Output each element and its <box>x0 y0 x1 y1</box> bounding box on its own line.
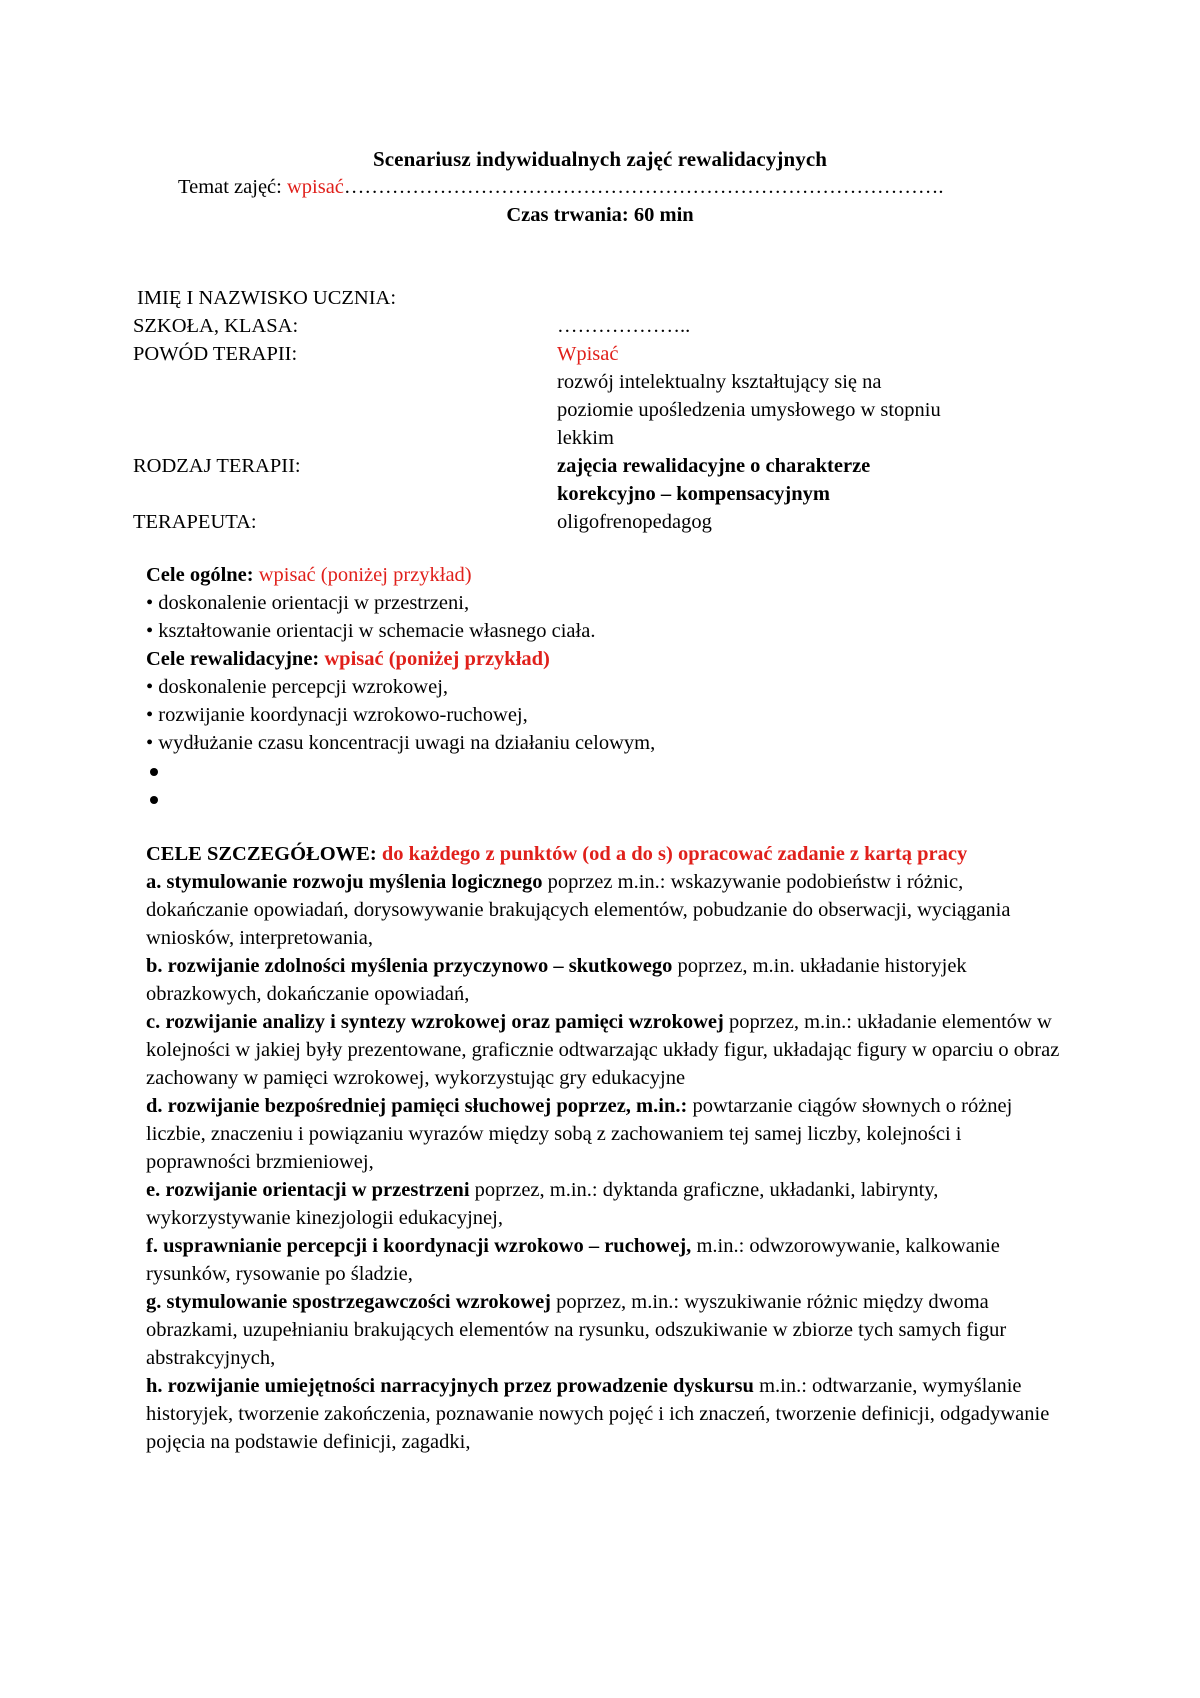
topic-dots: ……………………………………………………………………………. <box>343 176 944 198</box>
info-row-therapist <box>133 508 1033 536</box>
rehab-goals-heading: Cele rewalidacyjne: <box>146 648 320 670</box>
rehab-goal-item: • doskonalenie percepcji wzrokowej, <box>146 676 449 698</box>
detailed-goal-title: d. rozwijanie bezpośredniej pamięci słuchowej poprzez, m.in.: <box>146 1095 688 1117</box>
document-title: Scenariusz indywidualnych zajęć rewalidacyjnych <box>372 147 828 171</box>
empty-bullet-item <box>146 757 1076 785</box>
detailed-goal-title: g. stymulowanie spostrzegawczości wzrokowej <box>146 1291 551 1313</box>
detailed-goal-title: b. rozwijanie zdolności myślenia przyczynowo – skutkowego <box>146 955 673 977</box>
info-row-school <box>133 312 1033 340</box>
detailed-goal-text: poprzez, m.in.: wyszukiwanie różnic między dwoma obrazkami, uzupełnianiu brakujących elementów na rysunku, odszukiwanie w zbiorze tych samych figur abstrakcyjnych, <box>146 1291 1007 1369</box>
detailed-goal-item <box>146 1008 1066 1092</box>
rehab-goal-item: • rozwijanie koordynacji wzrokowo-ruchowej, <box>146 704 528 726</box>
detailed-goal-item <box>146 1372 1066 1456</box>
bullet-icon <box>150 768 158 776</box>
detailed-goal-item <box>146 868 1066 952</box>
detailed-goal-text: poprzez m.in.: wskazywanie podobieństw i różnic, dokańczanie opowiadań, dorysowywanie brakujących elementów, pobudzanie do obserwacji, wyciągania wniosków, interpretowania, <box>146 871 1011 949</box>
detailed-goal-text: m.in.: odtwarzanie, wymyślanie historyjek, tworzenie zakończenia, poznawanie nowych pojęć i ich znaczeń, tworzenie definicji, odgadywanie pojęcia na podstawie definicji, zagadki, <box>146 1375 1050 1453</box>
general-goal-item: • doskonalenie orientacji w przestrzeni, <box>146 592 470 614</box>
document-header <box>0 145 1200 226</box>
detailed-goals-heading: CELE SZCZEGÓŁOWE: <box>146 843 377 865</box>
topic-value: wpisać <box>286 176 344 198</box>
general-goal-item: • kształtowanie orientacji w schemacie własnego ciała. <box>146 620 596 642</box>
info-row-student <box>133 284 1033 312</box>
type-label: RODZAJ TERAPII: <box>133 455 301 477</box>
detailed-goal-title: f. usprawnianie percepcji i koordynacji wzrokowo – ruchowej, <box>146 1235 692 1257</box>
school-label: SZKOŁA, KLASA: <box>133 315 299 337</box>
general-goals-heading-line <box>146 561 1076 589</box>
detailed-goal-title: h. rozwijanie umiejętności narracyjnych przez prowadzenie dyskursu <box>146 1375 754 1397</box>
detailed-goal-text: poprzez, m.in.: dyktanda graficzne, układanki, labirynty, wykorzystywanie kinezjologii edukacyjnej, <box>146 1179 939 1229</box>
detailed-goals-note: do każdego z punktów (od a do s) opracować zadanie z kartą pracy <box>376 843 968 865</box>
rehab-goals-heading-line <box>146 645 1076 673</box>
detailed-goal-text: powtarzanie ciągów słownych o różnej liczbie, znaczeniu i powiązaniu wyrazów między sobą z zachowaniem tej samej liczby, kolejności i poprawności brzmieniowej, <box>146 1095 1013 1173</box>
type-value-block <box>557 452 957 508</box>
general-goals-heading: Cele ogólne: <box>146 564 254 586</box>
reason-value-block <box>557 340 957 452</box>
reason-value: rozwój intelektualny kształtujący się na poziomie upośledzenia umysłowego w stopniu lekkim <box>557 371 941 449</box>
detailed-goal-title: e. rozwijanie orientacji w przestrzeni <box>146 1179 470 1201</box>
student-info <box>133 284 1033 536</box>
reason-label: POWÓD TERAPII: <box>133 343 298 365</box>
rehab-goal-item: • wydłużanie czasu koncentracji uwagi na działaniu celowym, <box>146 732 656 754</box>
info-row-reason <box>133 340 1033 452</box>
general-goals-note: wpisać (poniżej przykład) <box>253 564 472 586</box>
detailed-goal-title: a. stymulowanie rozwoju myślenia logicznego <box>146 871 543 893</box>
info-row-type <box>133 452 1033 508</box>
detailed-goal-text: m.in.: odwzorowywanie, kalkowanie rysunków, rysowanie po śladzie, <box>146 1235 1000 1285</box>
detailed-goal-item <box>146 1176 1066 1232</box>
detailed-goal-item <box>146 1092 1066 1176</box>
goals-section <box>146 561 1076 813</box>
type-value: zajęcia rewalidacyjne o charakterze korekcyjno – kompensacyjnym <box>557 455 871 505</box>
empty-bullet-item <box>146 785 1076 813</box>
detailed-goal-item <box>146 1288 1066 1372</box>
detailed-goal-text: poprzez, m.in.: układanie elementów w kolejności w jakiej były prezentowane, graficznie odtwarzając układy figur, układając figury w oparciu o obraz zachowany w pamięci wzrokowej, wykorzystując gry edukacyjne <box>146 1011 1060 1089</box>
student-label: IMIĘ I NAZWISKO UCZNIA: <box>137 287 397 309</box>
school-value: ……………….. <box>557 315 691 337</box>
detailed-goal-item <box>146 952 1066 1008</box>
detailed-goal-text: poprzez, m.in. układanie historyjek obrazkowych, dokańczanie opowiadań, <box>146 955 967 1005</box>
detailed-goal-item <box>146 1232 1066 1288</box>
bullet-icon <box>150 796 158 804</box>
reason-placeholder: Wpisać <box>557 343 619 365</box>
rehab-goals-note: wpisać (poniżej przykład) <box>319 648 550 670</box>
therapist-label: TERAPEUTA: <box>133 511 257 533</box>
topic-line <box>178 173 944 201</box>
detailed-goals-heading-line <box>146 840 1066 868</box>
duration: Czas trwania: 60 min <box>506 204 694 226</box>
detailed-goal-title: c. rozwijanie analizy i syntezy wzrokowej oraz pamięci wzrokowej <box>146 1011 724 1033</box>
detailed-goals-section <box>146 840 1066 1456</box>
topic-label: Temat zajęć: <box>178 176 287 198</box>
therapist-value: oligofrenopedagog <box>557 511 712 533</box>
